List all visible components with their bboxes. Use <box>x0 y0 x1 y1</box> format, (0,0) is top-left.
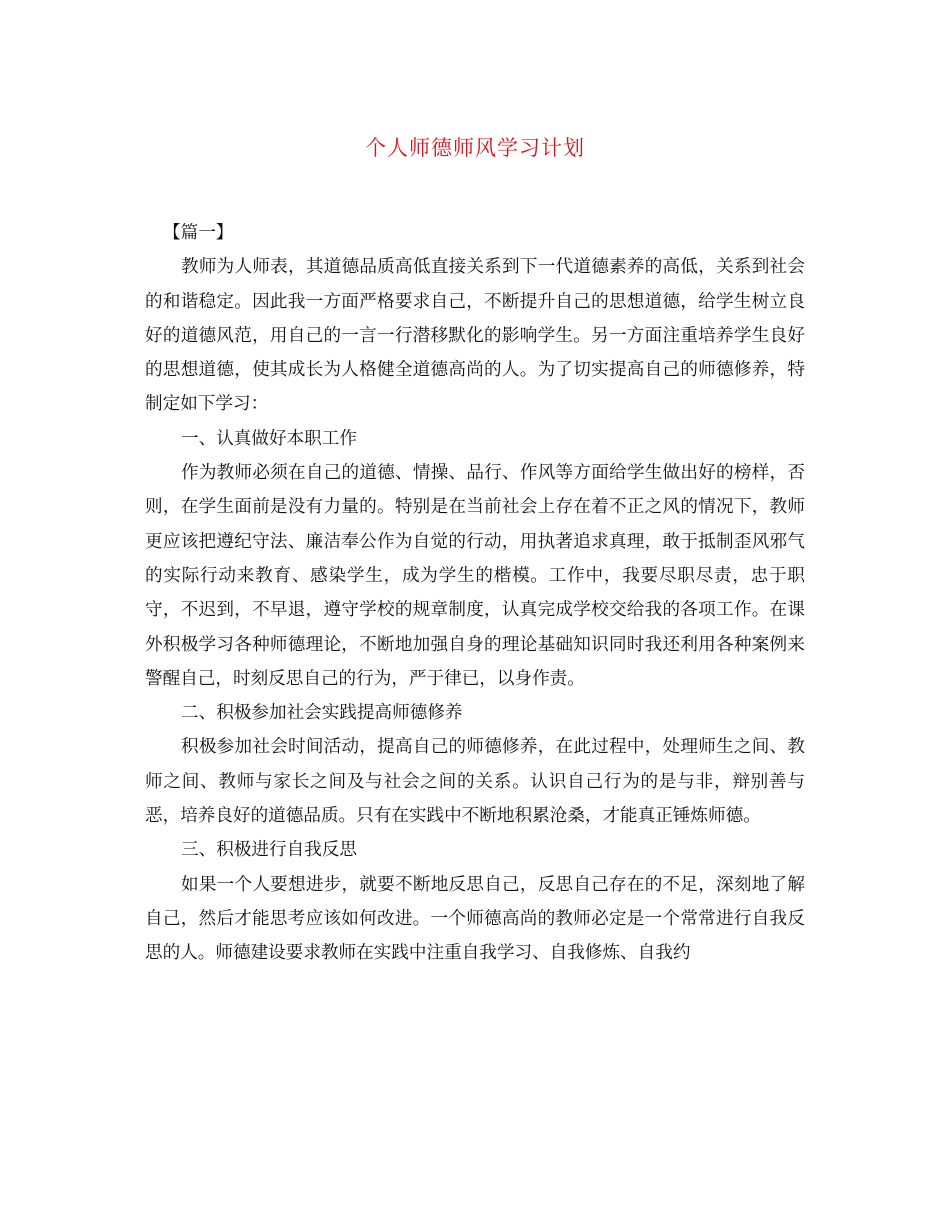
document-title: 个人师德师风学习计划 <box>365 136 585 160</box>
part-label: 【篇一】 <box>163 223 234 243</box>
section-heading-2: 二、积极参加社会实践提高师德修养 <box>181 703 463 724</box>
paragraph-section-3: 如果一个人要想进步，就要不断地反思自己，反思自己存在的不足，深刻地了解自己，然后才能思考应该如何改进。一个师德高尚的教师必定是一个常常进行自我反思的人。师德建设要求教师在实践中注重自我学习、自我修炼、自我约 <box>145 874 805 964</box>
paragraph-section-2: 积极参加社会时间活动，提高自己的师德修养，在此过程中，处理师生之间、教师之间、教师与家长之间及与社会之间的关系。认识自己行为的是与非，辩别善与恶，培养良好的道德品质。只有在实践中不断地积累沧桑，才能真正锤炼师德。 <box>145 737 805 827</box>
document-body <box>145 216 805 971</box>
section-heading-3: 三、积极进行自我反思 <box>181 840 357 861</box>
paragraph-intro: 教师为人师表，其道德品质高低直接关系到下一代道德素养的高低，关系到社会的和谐稳定。因此我一方面严格要求自己，不断提升自己的思想道德，给学生树立良好的道德风范，用自己的一言一行潜移默化的影响学生。另一方面注重培养学生良好的思想道德，使其成长为人格健全道德高尚的人。为了切实提高自己的师德修养，特制定如下学习： <box>145 257 805 415</box>
section-heading-1: 一、认真做好本职工作 <box>181 428 357 449</box>
paragraph-section-1: 作为教师必须在自己的道德、情操、品行、作风等方面给学生做出好的榜样，否则，在学生面前是没有力量的。特别是在当前社会上存在着不正之风的情况下，教师更应该把遵纪守法、廉洁奉公作为自觉的行动，用执著追求真理，敢于抵制歪风邪气的实际行动来教育、感染学生，成为学生的楷模。工作中，我要尽职尽责，忠于职守，不迟到，不早退，遵守学校的规章制度，认真完成学校交给我的各项工作。在课外积极学习各种师德理论，不断地加强自身的理论基础知识同时我还利用各种案例来警醒自己，时刻反思自己的行为，严于律已，以身作责。 <box>145 463 805 689</box>
